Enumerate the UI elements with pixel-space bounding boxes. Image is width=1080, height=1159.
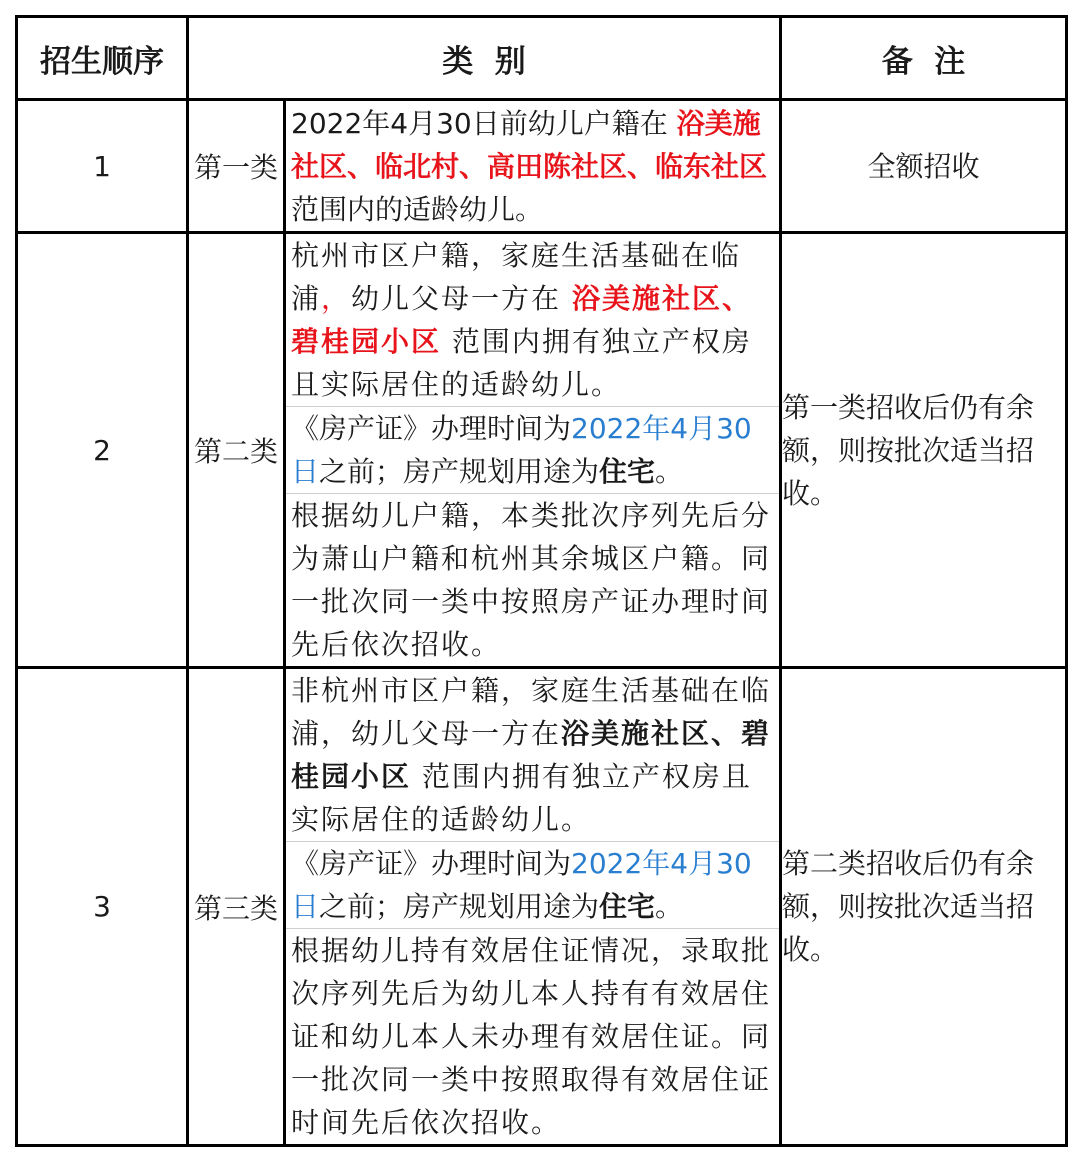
highlighted-areas: 浴美施社区、碧桂园小区: [291, 282, 752, 358]
description-block: 根据幼儿持有效居住证情况，录取批次序列先后为幼儿本人持有有效居住证和幼儿本人未办理有效居住证。同一批次同一类中按照取得有效居住证时间先后依次招收。: [286, 928, 779, 1144]
description-block: [286, 406, 779, 493]
row-category: 第一类: [188, 100, 285, 233]
row-order: 1: [17, 100, 188, 233]
desc-text: 《房产证》办理时间为: [291, 847, 572, 880]
header-note: 备 注: [781, 17, 1067, 100]
highlighted-areas: 浴美施社区、临北村、高田陈社区、临东社区: [291, 106, 768, 183]
row-note: 第二类招收后仍有余额，则按批次适当招收。: [781, 668, 1067, 1146]
deadline-date: 2022年4月30日: [291, 847, 752, 923]
description-block: [286, 841, 779, 928]
property-use: 住宅: [599, 455, 656, 488]
row-note: 第一类招收后仍有余额，则按批次适当招收。: [781, 233, 1067, 668]
description-block: [286, 669, 779, 841]
enrollment-order-table: [15, 15, 1068, 1147]
desc-text: 范围内的适龄幼儿。: [291, 192, 544, 226]
desc-text: 范围内拥有独立产权房且实际居住的适龄幼儿。: [291, 760, 752, 836]
desc-text: 。: [655, 890, 684, 923]
deadline-date: 2022年4月30日: [291, 412, 752, 488]
table-row: [17, 233, 1067, 668]
header-category: 类 别: [188, 17, 781, 100]
highlighted-areas: 浴美施社区、碧桂园小区: [291, 717, 772, 793]
table-row: [17, 668, 1067, 1146]
desc-text: 2022年4月30日前幼儿户籍在: [291, 106, 677, 140]
row-note: 全额招收: [781, 100, 1067, 233]
row-category: 第三类: [188, 668, 285, 1146]
row-order: 3: [17, 668, 188, 1146]
desc-text: 幼儿父母一方在: [351, 282, 572, 315]
header-order: 招生顺序: [17, 17, 188, 100]
description-block: [286, 234, 779, 406]
row-order: 2: [17, 233, 188, 668]
header-row: [17, 17, 1067, 100]
red-comma: ，: [321, 282, 352, 315]
description-block: [286, 102, 779, 231]
row-category: 第二类: [188, 233, 285, 668]
row-description: [285, 233, 781, 668]
property-use: 住宅: [599, 890, 656, 923]
row-description: [285, 668, 781, 1146]
row-description: [285, 100, 781, 233]
desc-text: 之前；房产规划用途为: [319, 455, 600, 488]
desc-text: 。: [655, 455, 684, 488]
desc-text: 《房产证》办理时间为: [291, 412, 572, 445]
desc-text: 范围内拥有独立产权房且实际居住的适龄幼儿。: [291, 325, 752, 401]
desc-text: 非杭州市区户籍，家庭生活基础在临浦，幼儿父母一方在: [291, 674, 772, 750]
desc-text: 杭州市区户籍，家庭生活基础在临浦: [291, 239, 742, 315]
table-row: [17, 100, 1067, 233]
desc-text: 之前；房产规划用途为: [319, 890, 600, 923]
description-block: 根据幼儿户籍，本类批次序列先后分为萧山户籍和杭州其余城区户籍。同一批次同一类中按照房产证办理时间先后依次招收。: [286, 493, 779, 666]
